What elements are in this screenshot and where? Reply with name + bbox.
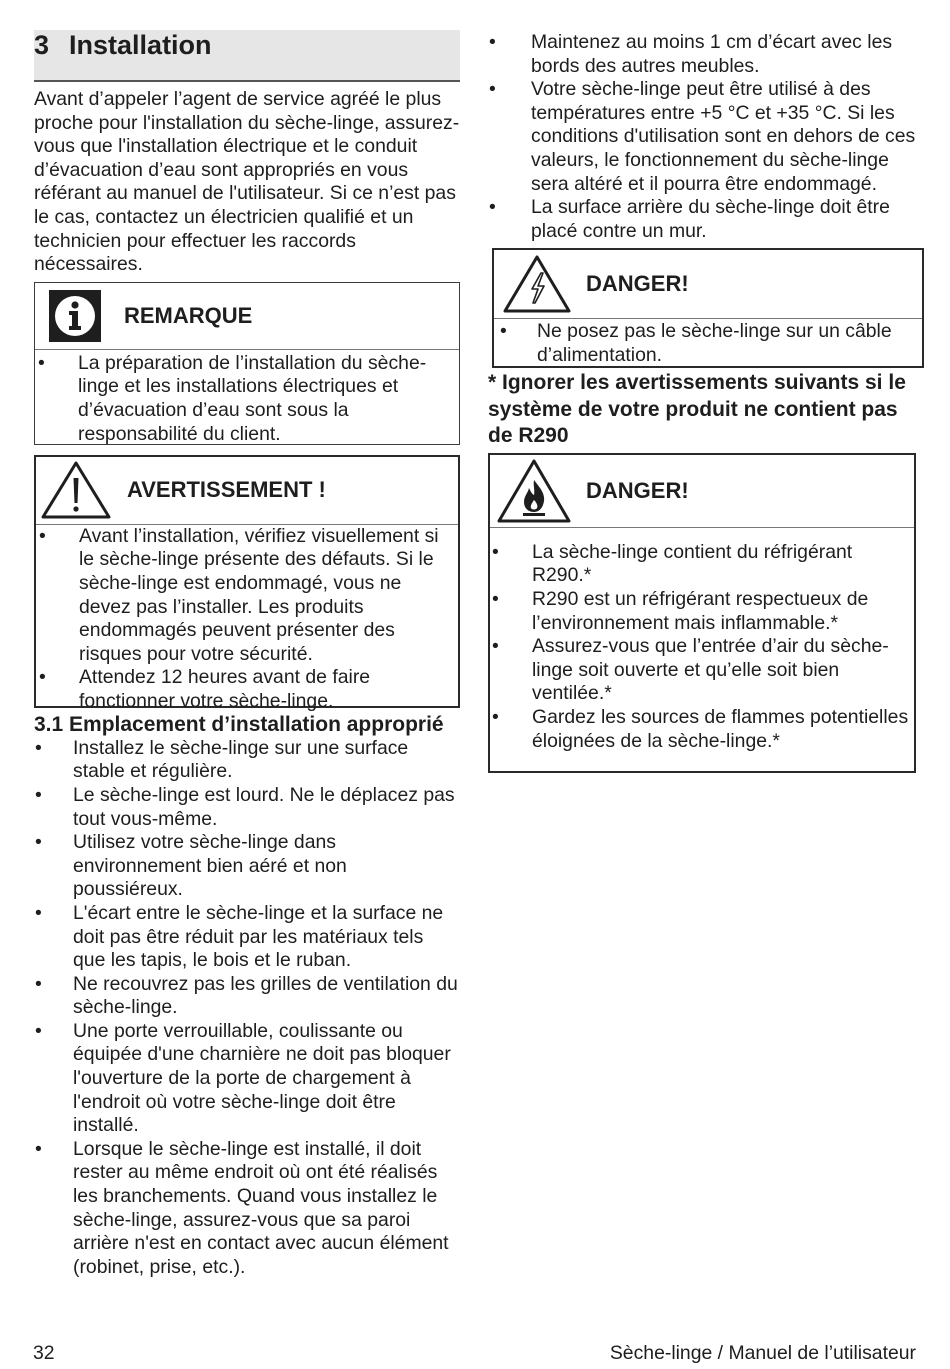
remarque-box <box>34 282 460 445</box>
remarque-header <box>35 283 459 350</box>
electric-hazard-icon <box>502 254 572 314</box>
avertissement-list <box>36 525 458 714</box>
list-item: • Lorsque le sèche-linge est installé, il doit rester au même endroit où ont été réalisés les branchements. Quand vous installez le sèche-linge, assurez-vous que sa paroi arrière n'est en contact avec aucun élément (robinet, prise, etc.). <box>34 1138 460 1280</box>
avertissement-label: AVERTISSEMENT ! <box>127 477 326 503</box>
danger-flame-label: DANGER! <box>586 477 689 503</box>
list-item: • L'écart entre le sèche-linge et la surface ne doit pas être réduit par les matériaux tels que les tapis, le bois et le ruban. <box>34 902 460 973</box>
list-item: • La surface arrière du sèche-linge doit être placé contre un mur. <box>488 196 916 243</box>
danger-flame-box <box>488 453 916 773</box>
remarque-label: REMARQUE <box>124 302 253 328</box>
avertissement-box <box>34 455 460 712</box>
placement-list-continued <box>488 31 916 243</box>
list-item: • Une porte verrouillable, coulissante ou équipée d'une charnière ne doit pas bloquer l'ouverture de la porte de chargement à l'endroit où votre sèche-linge doit être installé. <box>34 1020 460 1138</box>
avertissement-header <box>36 457 458 525</box>
list-item: • Assurez-vous que l’entrée d’air du sèche-linge soit ouverte et qu’elle soit bien ventilée.* <box>490 635 914 706</box>
list-item: • Le sèche-linge est lourd. Ne le déplacez pas tout vous-même. <box>34 784 460 831</box>
danger-electric-list <box>494 320 922 367</box>
placement-list <box>34 737 460 1280</box>
footer-title: Sèche-linge / Manuel de l’utilisateur <box>609 1342 916 1364</box>
danger-electric-box <box>492 248 924 368</box>
list-item: • Gardez les sources de flammes potentielles éloignées de la sèche-linge.* <box>490 706 914 753</box>
warning-triangle-icon <box>40 460 112 520</box>
list-item: • Avant l’installation, vérifiez visuellement si le sèche-linge présente des défauts. Si le sèche-linge est endommagé, vous ne devez pas l’installer. Les produits endommagés peuvent présenter des risques pour votre sécurité. <box>36 525 458 667</box>
page-number: 32 <box>33 1342 55 1364</box>
remarque-list <box>35 352 459 446</box>
subsection-title: 3.1 Emplacement d’installation approprié <box>34 712 444 736</box>
section-heading <box>34 30 460 82</box>
danger-electric-header <box>494 250 922 319</box>
flammable-icon <box>496 458 572 524</box>
list-item: • Installez le sèche-linge sur une surface stable et régulière. <box>34 737 460 784</box>
list-item: • Attendez 12 heures avant de faire fonctionner votre sèche-linge. <box>36 666 458 713</box>
list-item: • Ne posez pas le sèche-linge sur un câble d’alimentation. <box>494 320 922 367</box>
list-item: • Ne recouvrez pas les grilles de ventilation du sèche-linge. <box>34 973 460 1020</box>
info-icon <box>49 290 101 342</box>
list-item: • Utilisez votre sèche-linge dans environnement bien aéré et non poussiéreux. <box>34 831 460 902</box>
right-column <box>488 30 916 773</box>
list-item: • La préparation de l’installation du sèche-linge et les installations électriques et d’évacuation d’eau sont sous la responsabilité du client. <box>35 352 459 446</box>
left-column <box>34 30 460 1279</box>
list-item: • Votre sèche-linge peut être utilisé à des températures entre +5 °C et +35 °C. Si les conditions d'utilisation sont en dehors de ces valeurs, le fonctionnement du sèche-linge sera altéré et il pourra être endommagé. <box>488 78 916 196</box>
danger-electric-label: DANGER! <box>586 271 689 297</box>
r290-note: * Ignorer les avertissements suivants si le système de votre produit ne contient pas de R290 <box>488 371 906 448</box>
list-item: • La sèche-linge contient du réfrigérant R290.* <box>490 541 914 588</box>
intro-paragraph: Avant d’appeler l’agent de service agréé le plus proche pour l'installation du sèche-linge, assurez-vous que l'installation électrique et le conduit d’évacuation d’eau sont appropriés en vous référant au manuel de l'utilisateur. Si ce n’est pas le cas, contactez un électricien qualifié et un technicien pour effectuer les raccords nécessaires. <box>34 88 460 276</box>
section-number: 3 <box>34 30 50 60</box>
list-item: • Maintenez au moins 1 cm d’écart avec les bords des autres meubles. <box>488 31 916 78</box>
list-item: • R290 est un réfrigérant respectueux de l’environnement mais inflammable.* <box>490 588 914 635</box>
danger-flame-header <box>490 455 914 528</box>
danger-flame-list <box>490 541 914 753</box>
section-title: Installation <box>69 30 212 60</box>
